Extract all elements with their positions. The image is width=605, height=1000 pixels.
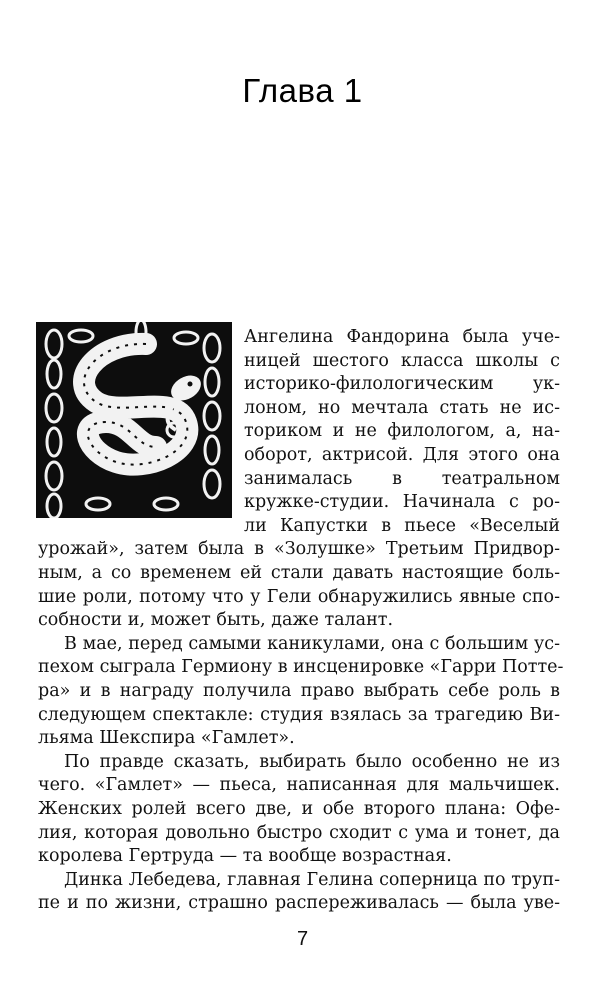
page-number: 7 <box>296 928 309 950</box>
text-line: королева Гертруда — та вообще возрастная. <box>38 846 452 867</box>
text-line: лия, которая довольно быстро сходит с ума и тонет, да <box>38 822 560 843</box>
text-line: шие роли, потому что у Гели обнаружились явные спо- <box>38 586 560 607</box>
text-line: собности и, может быть, даже талант. <box>38 610 394 631</box>
text-line: ли Капустки в пьесе «Веселый <box>244 515 560 536</box>
text-line: оборот, актрисой. Для этого она <box>244 445 560 465</box>
text-line: чего. «Гамлет» — пьеса, написанная для мальчишек. <box>38 775 560 796</box>
text-line: В мае, перед самыми каникулами, она с большим ус- <box>64 633 560 654</box>
text-line: ным, а со временем ей стали давать настоящие боль- <box>38 563 560 583</box>
text-line: пехом сыграла Гермиону в инсценировке «Гарри Потте- <box>38 657 564 678</box>
text-line: ториком и не филологом, а, на- <box>244 421 560 442</box>
text-line: занималась в театральном <box>244 468 560 489</box>
chapter-title: Глава 1 <box>242 72 363 109</box>
text-line: лоном, но мечтала стать не ис- <box>244 397 560 418</box>
text-line: кружке-студии. Начинала с ро- <box>244 492 560 513</box>
text-line: пе и по жизни, страшно распереживалась — была уве- <box>38 893 560 914</box>
text-line: ра» и в награду получила право выбрать себе роль в <box>38 681 560 701</box>
text-line: историко-филологическим ук- <box>244 374 560 395</box>
text-line: Динка Лебедева, главная Гелина соперница по труп- <box>64 869 560 890</box>
snake-illustration <box>36 322 232 518</box>
text-line: Женских ролей всего две, и обе второго плана: Офе- <box>38 799 560 819</box>
text-line: По правде сказать, выбирать было особенно не из <box>64 751 560 772</box>
text-line: следующем спектакле: студия взялась за трагедию Ви- <box>38 704 560 725</box>
text-line: урожай», затем была в «Золушке» Третьим Придвор- <box>38 539 560 560</box>
text-line: ницей шестого класса школы с <box>244 350 560 371</box>
dropcap-illustration <box>36 322 232 518</box>
text-line: Ангелина Фандорина была уче- <box>244 327 560 347</box>
text-line: льяма Шекспира «Гамлет». <box>38 728 295 749</box>
